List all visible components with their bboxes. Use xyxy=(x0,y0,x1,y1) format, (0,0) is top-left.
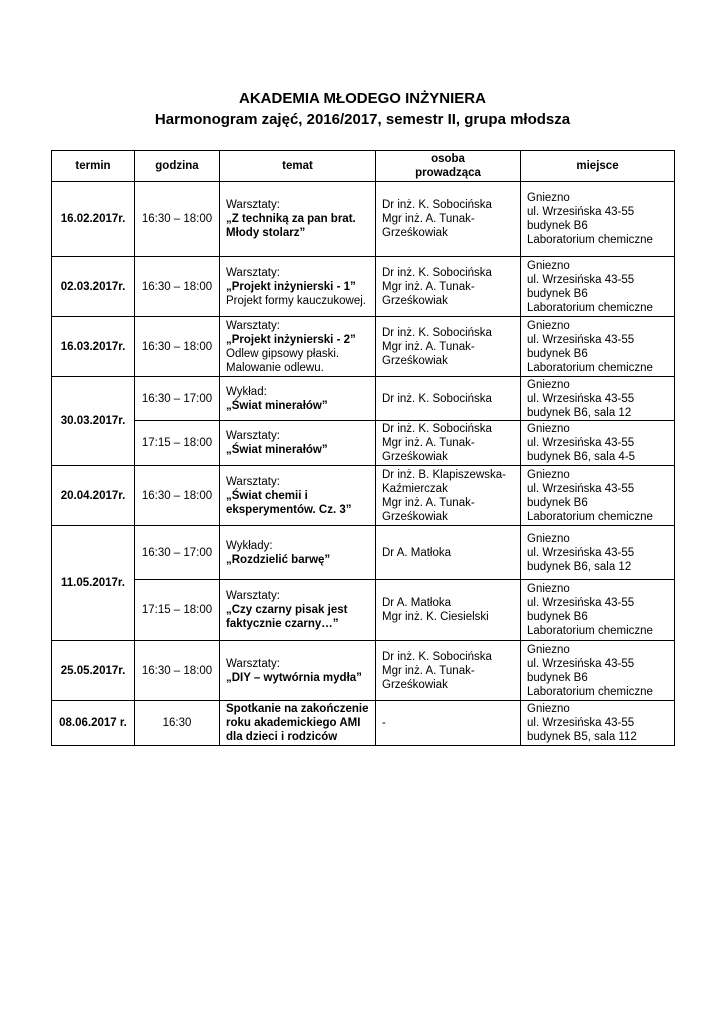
miejsce-line: Gniezno xyxy=(527,643,570,656)
cell-miejsce xyxy=(521,641,675,701)
table-row xyxy=(52,377,675,421)
miejsce-line: budynek B6, sala 12 xyxy=(527,406,632,419)
cell-osoba xyxy=(376,580,521,641)
schedule-table xyxy=(51,150,675,746)
miejsce-line: ul. Wrzesińska 43-55 xyxy=(527,273,635,286)
cell-osoba xyxy=(376,421,521,466)
temat-line: „Projekt inżynierski - 1” xyxy=(226,280,356,293)
miejsce-line: Laboratorium chemiczne xyxy=(527,510,653,523)
miejsce-line: ul. Wrzesińska 43-55 xyxy=(527,206,635,218)
miejsce-line: budynek B6 xyxy=(527,496,588,509)
cell-temat xyxy=(220,377,376,421)
header-godzina: godzina xyxy=(135,151,220,182)
table-row xyxy=(52,317,675,377)
temat-line: Warsztaty: xyxy=(226,657,280,670)
osoba-line: Dr inż. K. Sobocińska xyxy=(382,650,492,663)
miejsce-line: budynek B6 xyxy=(527,287,588,300)
cell-miejsce xyxy=(521,526,675,580)
osoba-line: Dr A. Matłoka xyxy=(382,546,452,559)
cell-miejsce xyxy=(521,466,675,526)
cell-miejsce xyxy=(521,317,675,377)
osoba-line: Mgr inż. A. Tunak- xyxy=(382,340,475,353)
document-subtitle: Harmonogram zajęć, 2016/2017, semestr II, grupa młodsza xyxy=(154,111,571,128)
temat-line: „Świat minerałów” xyxy=(226,444,328,456)
cell-osoba xyxy=(376,641,521,701)
cell-miejsce xyxy=(521,257,675,317)
osoba-line: Dr inż. K. Sobocińska xyxy=(382,266,492,279)
temat-line: „DIY – wytwórnia mydła” xyxy=(226,671,362,684)
temat-line: eksperymentów. Cz. 3” xyxy=(226,503,352,516)
miejsce-line: Gniezno xyxy=(527,423,570,435)
temat-line: Warsztaty: xyxy=(226,266,280,279)
temat-line: faktycznie czarny…” xyxy=(226,618,339,630)
table-row xyxy=(52,182,675,257)
miejsce-line: ul. Wrzesińska 43-55 xyxy=(527,333,635,346)
header-osoba-line1: osoba xyxy=(431,153,465,165)
osoba-line: Mgr inż. A. Tunak- xyxy=(382,496,475,509)
osoba-line: Dr inż. K. Sobocińska xyxy=(382,423,492,435)
header-osoba-line2: prowadząca xyxy=(415,167,481,179)
temat-line: Warsztaty: xyxy=(226,430,280,442)
cell-godzina: 16:30 – 18:00 xyxy=(135,641,220,701)
cell-godzina: 16:30 – 17:00 xyxy=(135,377,220,421)
miejsce-line: Laboratorium chemiczne xyxy=(527,234,653,246)
cell-termin: 08.06.2017 r. xyxy=(52,701,135,746)
cell-osoba xyxy=(376,257,521,317)
osoba-line: Mgr inż. A. Tunak- xyxy=(382,213,475,225)
miejsce-line: budynek B5, sala 112 xyxy=(527,731,637,743)
document-title: AKADEMIA MŁODEGO INŻYNIERA xyxy=(239,90,486,107)
miejsce-line: budynek B6 xyxy=(527,671,588,684)
temat-line: „Z techniką za pan brat. xyxy=(226,213,356,225)
temat-line: Warsztaty: xyxy=(226,590,280,602)
cell-termin: 30.03.2017r. xyxy=(52,377,135,466)
cell-termin: 11.05.2017r. xyxy=(52,526,135,641)
header-termin: termin xyxy=(52,151,135,182)
miejsce-line: budynek B6, sala 12 xyxy=(527,560,632,573)
miejsce-line: budynek B6 xyxy=(527,220,588,232)
temat-line: Warsztaty: xyxy=(226,475,280,488)
cell-termin: 16.03.2017r. xyxy=(52,317,135,377)
temat-line: Warsztaty: xyxy=(226,319,280,332)
cell-godzina: 17:15 – 18:00 xyxy=(135,580,220,641)
cell-osoba xyxy=(376,377,521,421)
miejsce-line: budynek B6 xyxy=(527,347,588,360)
cell-godzina: 16:30 – 18:00 xyxy=(135,317,220,377)
temat-line: dla dzieci i rodziców xyxy=(226,731,338,743)
table-row xyxy=(52,421,675,466)
header-osoba xyxy=(376,151,521,182)
osoba-line: Grześkowiak xyxy=(382,227,448,239)
temat-line: Projekt formy kauczukowej. xyxy=(226,294,366,307)
miejsce-line: ul. Wrzesińska 43-55 xyxy=(527,437,635,449)
cell-godzina: 16:30 – 18:00 xyxy=(135,182,220,257)
cell-temat xyxy=(220,526,376,580)
osoba-line: Mgr inż. A. Tunak- xyxy=(382,437,475,449)
miejsce-line: Laboratorium chemiczne xyxy=(527,685,653,698)
temat-line: „Świat minerałów” xyxy=(226,399,328,412)
cell-osoba xyxy=(376,466,521,526)
miejsce-line: Laboratorium chemiczne xyxy=(527,625,653,637)
temat-line: Spotkanie na zakończenie xyxy=(226,703,369,715)
cell-godzina: 17:15 – 18:00 xyxy=(135,421,220,466)
miejsce-line: budynek B6, sala 4-5 xyxy=(527,451,636,463)
miejsce-line: ul. Wrzesińska 43-55 xyxy=(527,546,635,559)
temat-line: „Czy czarny pisak jest xyxy=(226,604,348,616)
temat-line: Wykład: xyxy=(226,385,267,398)
cell-miejsce xyxy=(521,421,675,466)
cell-godzina: 16:30 – 18:00 xyxy=(135,466,220,526)
miejsce-line: Gniezno xyxy=(527,259,570,272)
osoba-line: Dr inż. B. Klapiszewska- xyxy=(382,468,506,481)
osoba-line: Grześkowiak xyxy=(382,354,448,367)
header-temat: temat xyxy=(220,151,376,182)
table-row xyxy=(52,466,675,526)
cell-temat xyxy=(220,182,376,257)
temat-line: Odlew gipsowy płaski. xyxy=(226,347,340,360)
temat-line: Wykłady: xyxy=(226,539,273,552)
osoba-line: Dr inż. K. Sobocińska xyxy=(382,326,492,339)
cell-godzina: 16:30 xyxy=(135,701,220,746)
miejsce-line: Gniezno xyxy=(527,583,570,595)
cell-temat xyxy=(220,257,376,317)
osoba-line: Grześkowiak xyxy=(382,510,448,523)
cell-temat xyxy=(220,421,376,466)
cell-osoba xyxy=(376,317,521,377)
cell-temat xyxy=(220,701,376,746)
osoba-line: Mgr inż. K. Ciesielski xyxy=(382,611,489,623)
miejsce-line: Laboratorium chemiczne xyxy=(527,361,653,374)
cell-temat xyxy=(220,580,376,641)
osoba-line: Mgr inż. A. Tunak- xyxy=(382,664,475,677)
cell-godzina: 16:30 – 17:00 xyxy=(135,526,220,580)
osoba-line: Kaźmierczak xyxy=(382,482,448,495)
miejsce-line: ul. Wrzesińska 43-55 xyxy=(527,392,635,405)
cell-osoba xyxy=(376,182,521,257)
miejsce-line: ul. Wrzesińska 43-55 xyxy=(527,597,635,609)
cell-miejsce xyxy=(521,182,675,257)
cell-miejsce xyxy=(521,580,675,641)
cell-osoba xyxy=(376,701,521,746)
cell-termin: 02.03.2017r. xyxy=(52,257,135,317)
temat-line: Malowanie odlewu. xyxy=(226,361,324,374)
cell-miejsce xyxy=(521,377,675,421)
miejsce-line: Gniezno xyxy=(527,319,570,332)
temat-line: Warsztaty: xyxy=(226,199,280,211)
miejsce-line: ul. Wrzesińska 43-55 xyxy=(527,657,635,670)
temat-line: roku akademickiego AMI xyxy=(226,717,361,729)
miejsce-line: Gniezno xyxy=(527,532,570,545)
miejsce-line: Laboratorium chemiczne xyxy=(527,301,653,314)
miejsce-line: Gniezno xyxy=(527,703,570,715)
cell-temat xyxy=(220,317,376,377)
miejsce-line: budynek B6 xyxy=(527,611,588,623)
cell-osoba xyxy=(376,526,521,580)
miejsce-line: ul. Wrzesińska 43-55 xyxy=(527,717,635,729)
osoba-line: Dr inż. K. Sobocińska xyxy=(382,199,492,211)
miejsce-line: Gniezno xyxy=(527,192,570,204)
osoba-line: Grześkowiak xyxy=(382,451,448,463)
document-header xyxy=(0,88,725,130)
miejsce-line: Gniezno xyxy=(527,468,570,481)
table-row xyxy=(52,641,675,701)
cell-termin: 25.05.2017r. xyxy=(52,641,135,701)
osoba-line: Mgr inż. A. Tunak- xyxy=(382,280,475,293)
temat-line: „Rozdzielić barwę” xyxy=(226,553,331,566)
osoba-line: - xyxy=(382,717,386,729)
cell-godzina: 16:30 – 18:00 xyxy=(135,257,220,317)
table-row xyxy=(52,257,675,317)
cell-miejsce xyxy=(521,701,675,746)
table-row xyxy=(52,526,675,580)
miejsce-line: Gniezno xyxy=(527,378,570,391)
cell-termin: 20.04.2017r. xyxy=(52,466,135,526)
table-row xyxy=(52,701,675,746)
miejsce-line: ul. Wrzesińska 43-55 xyxy=(527,482,635,495)
header-miejsce: miejsce xyxy=(521,151,675,182)
temat-line: „Projekt inżynierski - 2” xyxy=(226,333,356,346)
osoba-line: Grześkowiak xyxy=(382,294,448,307)
osoba-line: Grześkowiak xyxy=(382,678,448,691)
table-row xyxy=(52,580,675,641)
temat-line: Młody stolarz” xyxy=(226,227,306,239)
cell-temat xyxy=(220,466,376,526)
table-header-row xyxy=(52,151,675,182)
cell-termin: 16.02.2017r. xyxy=(52,182,135,257)
osoba-line: Dr inż. K. Sobocińska xyxy=(382,392,492,405)
temat-line: „Świat chemii i xyxy=(226,489,308,502)
osoba-line: Dr A. Matłoka xyxy=(382,597,452,609)
cell-temat xyxy=(220,641,376,701)
